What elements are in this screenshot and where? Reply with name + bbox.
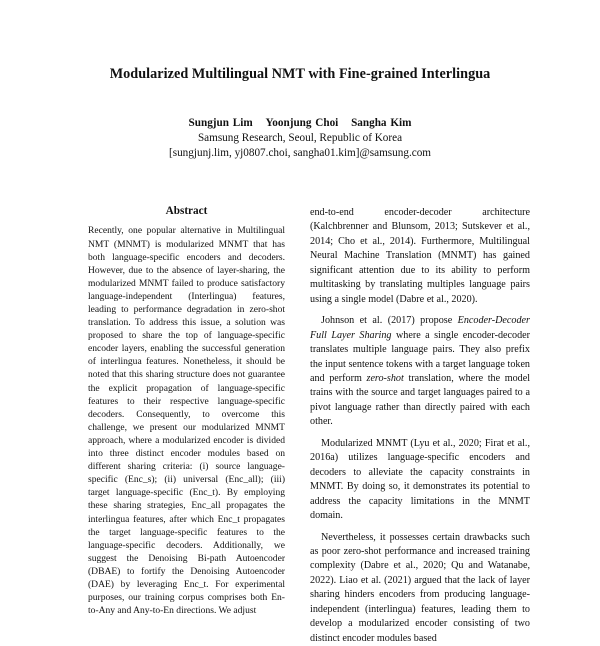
author-2: Yoonjung Choi xyxy=(265,117,339,129)
paragraph-3: Modularized MNMT (Lyu et al., 2020; Firat et al., 2016a) utilizes language-specific encoders and decoders to alleviate the capacity constraints in MNMT. By doing so, it demonstrates its potential to address the capacity limitations in the MNMT domain. xyxy=(310,437,530,522)
left-column xyxy=(88,204,285,617)
right-column xyxy=(310,206,530,646)
paragraph-2-term: Encoder-Decoder Full Layer Sharing xyxy=(310,315,530,341)
author-names xyxy=(0,116,600,131)
paragraph-1: end-to-end encoder-decoder architecture (Kalchbrenner and Blunsom, 2013; Sutskever et al., 2014; Cho et al., 2014). Furthermore, Multilingual Neural Machine Translation (MNMT) has gained significant attention due to its ability to perform multitasking by translating multiples language pairs using a single model (Dabre et al., 2020). xyxy=(310,207,530,305)
author-1: Sungjun Lim xyxy=(188,117,253,129)
paper-title: Modularized Multilingual NMT with Fine-grained Interlingua xyxy=(109,66,491,82)
author-block xyxy=(0,116,600,161)
paragraph-2 xyxy=(310,314,530,430)
paragraph-4: Nevertheless, it possesses certain drawbacks such as poor zero-shot performance and increased training complexity (Dabre et al., 2020; Qu and Watanabe, 2022). Liao et al. (2021) argued that the lack of layer sharing hinders encoders from producing language-independent (interlingua) features, leading them to develop a modularized encoder consisting of two distinct encoder modules based xyxy=(310,531,530,644)
paragraph-2-zeroshot: zero-shot xyxy=(366,372,404,384)
author-emails: [sungjunj.lim, yj0807.choi, sangha01.kim]@samsung.com xyxy=(169,147,431,159)
paragraph-2-a: where a single encoder-decoder translates multiple language pairs. They also prefix the input sentence tokens with a target language token and perform xyxy=(310,329,531,384)
author-3: Sangha Kim xyxy=(351,117,412,129)
abstract-body xyxy=(88,224,285,617)
affiliation: Samsung Research, Seoul, Republic of Korea xyxy=(197,132,403,144)
paragraph-2-lead: Johnson et al. (2017) propose xyxy=(321,315,453,327)
abstract-text: Recently, one popular alternative in Multilingual NMT (MNMT) is modularized MNMT that has both language-specific encoders and decoders. However, due to the absence of layer-sharing, the modularized MNMT failed to produce satisfactory language-independent (Interlingua) features, leading to performance degradation in zero-shot translation. To address this issue, a solution was proposed to share the top of language-specific encoder layers, enabling the successful generation of interlingua features. Nonetheless, it should be noted that this sharing structure does not guarantee the explicit propagation of language-specific features to their respective language-specific decoders. Consequently, to overcome this challenge, we present our modularized MNMT approach, where a modularized encoder is divided into three distinct encoder modules based on different sharing criteria: (i) source language-specific (Enc_s); (ii) universal (Enc_all); (iii) target language-specific (Enc_t). By employing these sharing strategies, Enc_all propagates the interlingua features, after which Enc_t propagates the target language-specific features to the language-specific decoders. Additionally, we suggest the Denoising Bi-path Autoencoder (DBAE) to fortify the Denoising Autoencoder (DAE) by leveraging Enc_t. For experimental purposes, our training corpus comprises both En-to-Any and Any-to-En directions. We adjust xyxy=(88,225,285,617)
paragraph-2-b: translation, where the model trains with the source and target languages paired to a pivot language rather than directly paired with each other. xyxy=(310,372,531,428)
abstract-heading: Abstract xyxy=(165,205,208,217)
